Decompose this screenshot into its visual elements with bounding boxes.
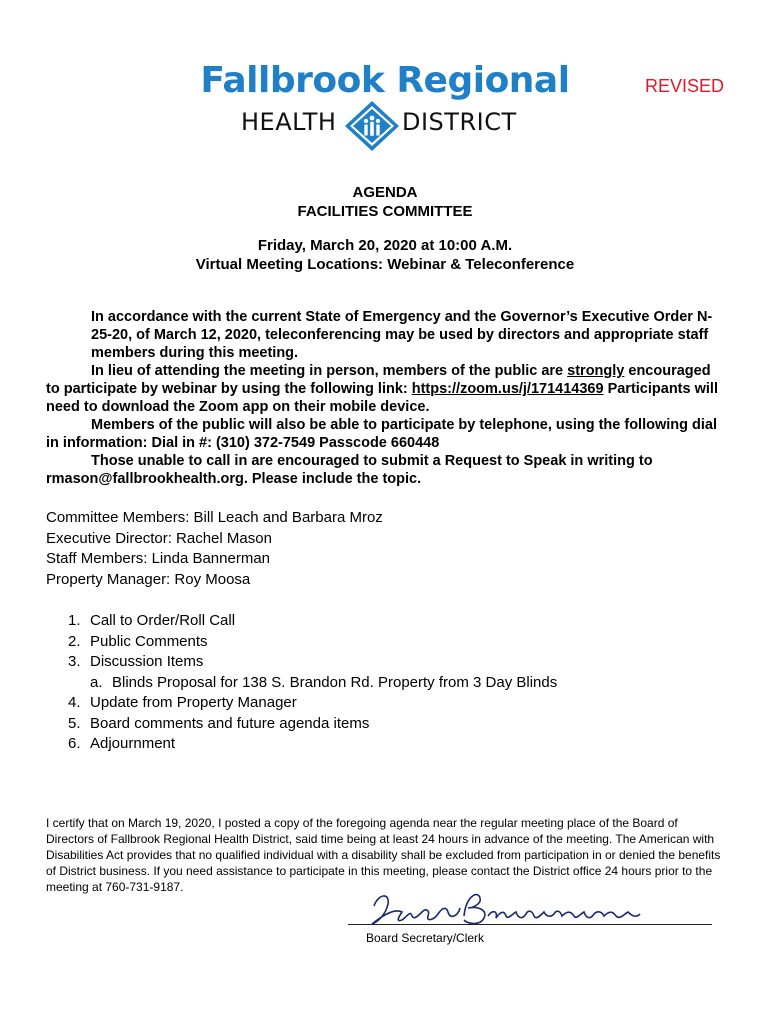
agenda-list bbox=[68, 611, 557, 755]
members-block bbox=[46, 508, 383, 590]
handwritten-signature bbox=[368, 886, 658, 935]
executive-director: Executive Director: Rachel Mason bbox=[46, 529, 272, 547]
property-manager: Property Manager: Roy Moosa bbox=[46, 570, 251, 588]
signature-caption: Board Secretary/Clerk bbox=[366, 931, 485, 945]
notice-webinar: In lieu of attending the meeting in person, members of the public are strongly encouraged to participate by webinar by using the following link: https://zoom.us/j/171414369 Participants will need to download the Zoom app on their mobile device. bbox=[46, 363, 718, 415]
committee-heading: FACILITIES COMMITTEE bbox=[297, 203, 473, 220]
logo-health-text: HEALTH bbox=[241, 108, 337, 136]
meeting-location: Virtual Meeting Locations: Webinar & Teleconference bbox=[195, 256, 575, 273]
logo-district-text: DISTRICT bbox=[402, 108, 517, 136]
notice-emergency-order: In accordance with the current State of Emergency and the Governor’s Executive Order N-25-20, of March 12, 2020, teleconferencing may be used by directors and appropriate staff members during this meeting. bbox=[91, 309, 713, 361]
signature-line bbox=[348, 924, 712, 925]
zoom-link[interactable]: https://zoom.us/j/171414369 bbox=[411, 381, 604, 397]
notice-request-to-speak: Those unable to call in are encouraged to submit a Request to Speak in writing to rmason@fallbrookhealth.org. Please include the topic. bbox=[46, 453, 653, 487]
logo-org-name: Fallbrook Regional bbox=[200, 60, 570, 101]
notice-telephone: Members of the public will also be able to participate by telephone, using the following dial in information: Dial in #: (310) 372-7549 Passcode 660448 bbox=[46, 417, 717, 451]
list-item: 1. Call to Order/Roll Call bbox=[68, 612, 236, 629]
meeting-date: Friday, March 20, 2020 at 10:00 A.M. bbox=[257, 237, 513, 254]
agenda-heading: AGENDA bbox=[352, 184, 418, 201]
notice-block bbox=[46, 308, 726, 362]
certification-statement: I certify that on March 19, 2020, I posted a copy of the foregoing agenda near the regular meeting place of the Board of Directors of Fallbrook Regional Health District, said time being at least 24 hours in advance of the meeting. The American with Disabilities Act provides that no qualified individual with a disability shall be excluded from participation in or denied the benefits of District business. If you need assistance to participate in this meeting, please contact the District office 24 hours prior to the meeting at 760-731-9187. bbox=[46, 816, 721, 894]
list-item: 6. Adjournment bbox=[68, 735, 176, 752]
revised-label: REVISED bbox=[645, 76, 725, 96]
list-sub-item: a. Blinds Proposal for 138 S. Brandon Rd. Property from 3 Day Blinds bbox=[90, 673, 558, 691]
list-item: 3. Discussion Items bbox=[68, 653, 204, 670]
list-item: 2. Public Comments bbox=[68, 632, 208, 650]
committee-members: Committee Members: Bill Leach and Barbara Mroz bbox=[46, 509, 383, 526]
strongly-emphasis: strongly bbox=[567, 363, 625, 379]
logo-mark-icon bbox=[344, 100, 400, 157]
staff-members: Staff Members: Linda Bannerman bbox=[46, 550, 271, 567]
list-item: 4. Update from Property Manager bbox=[68, 694, 297, 711]
list-item: 5. Board comments and future agenda items bbox=[68, 714, 370, 732]
